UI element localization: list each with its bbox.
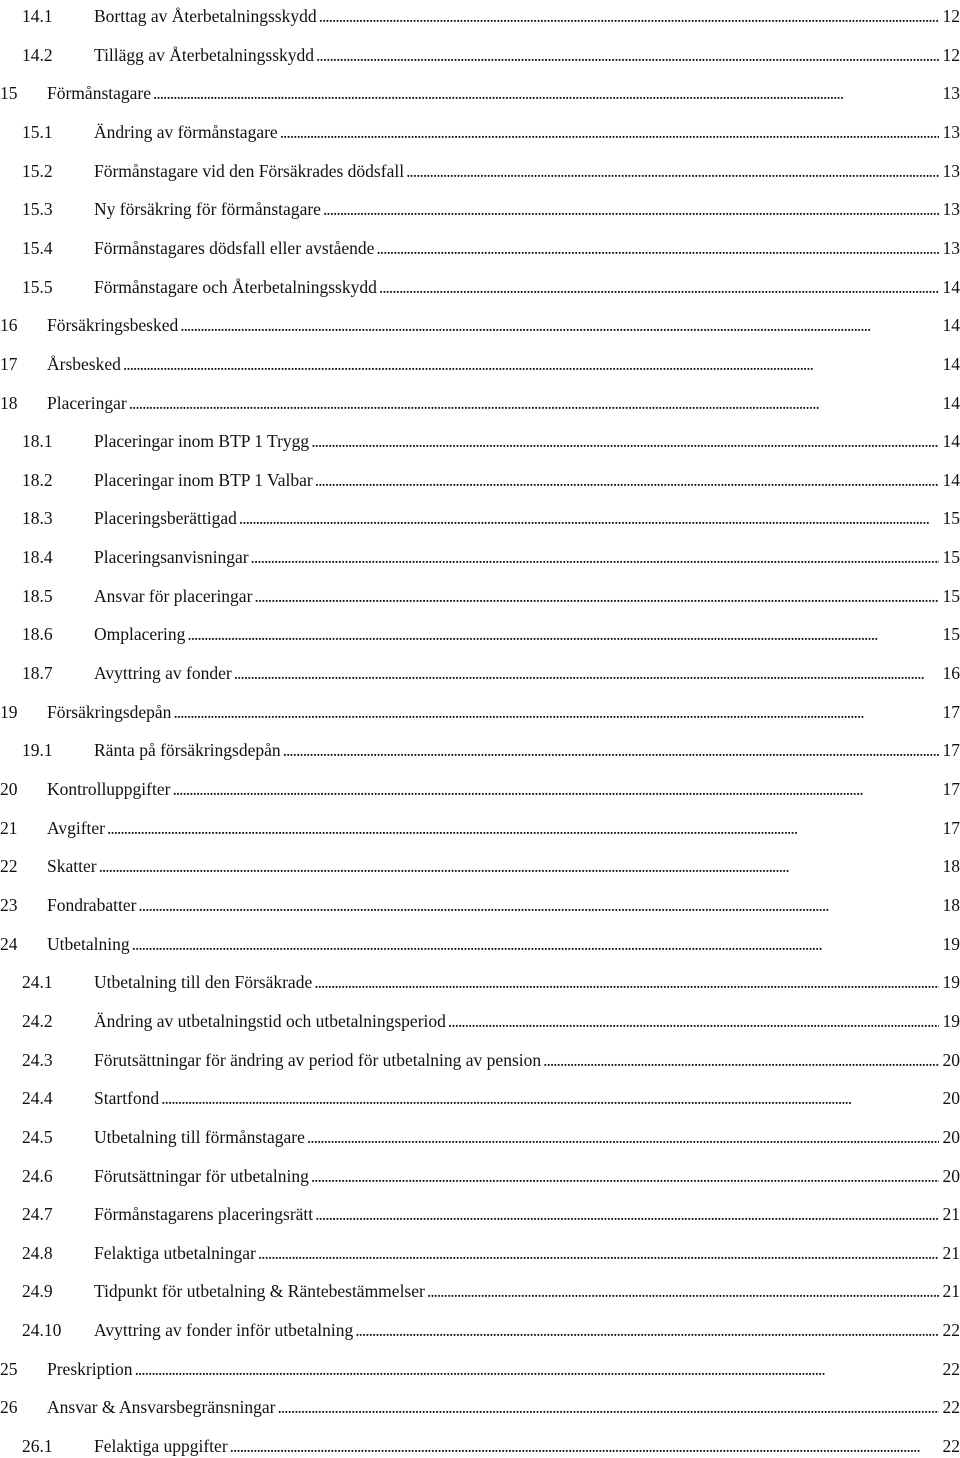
toc-entry-title: Placeringsberättigad [94,506,237,530]
toc-entry-number: 15.4 [22,236,53,260]
dot-leader [427,1279,939,1303]
toc-entry-title: Försäkringsbesked [47,313,178,337]
dot-leader [448,1009,939,1033]
toc-entry-line [94,1125,960,1149]
dot-leader [187,622,938,646]
toc-entry-title: Startfond [94,1086,159,1110]
dot-leader [280,120,939,144]
toc-entry-line [94,1241,960,1265]
toc-entry-page-number: 20 [941,1125,960,1149]
dot-leader [132,932,939,956]
toc-entry[interactable] [0,4,960,28]
toc-entry-line [94,120,960,144]
toc-entry-line [94,1009,960,1033]
toc-entry-page-number: 22 [941,1357,960,1381]
toc-entry-title: Ansvar för placeringar [94,584,252,608]
toc-entry-title: Utbetalning till den Försäkrade [94,970,312,994]
toc-entry-page-number: 22 [941,1318,960,1342]
toc-entry-page-number: 21 [941,1279,960,1303]
dot-leader [251,545,939,569]
toc-entry[interactable] [0,1395,960,1419]
toc-entry[interactable] [0,313,960,337]
toc-entry-page-number: 17 [941,777,960,801]
toc-entry[interactable] [0,391,960,415]
toc-entry-title: Årsbesked [47,352,121,376]
toc-entry-page-number: 21 [941,1202,960,1226]
toc-entry-line [47,313,960,337]
toc-entry-number: 24.3 [22,1048,53,1072]
toc-entry-line [94,1434,960,1458]
toc-entry-title: Skatter [47,854,97,878]
toc-entry[interactable] [0,1318,960,1342]
toc-entry[interactable] [0,1086,960,1110]
toc-entry[interactable] [0,468,960,492]
toc-entry-number: 23 [0,893,18,917]
toc-entry-title: Kontrolluppgifter [47,777,170,801]
toc-entry-page-number: 20 [941,1086,960,1110]
toc-entry[interactable] [0,661,960,685]
toc-entry-line [94,506,960,530]
toc-entry[interactable] [0,854,960,878]
dot-leader [99,854,939,878]
dot-leader [323,197,939,221]
dot-leader [239,506,939,530]
toc-entry-title: Omplacering [94,622,185,646]
toc-entry[interactable] [0,120,960,144]
toc-entry-title: Förutsättningar för ändring av period för utbetalning av pension [94,1048,541,1072]
toc-entry[interactable] [0,738,960,762]
toc-entry-title: Tillägg av Återbetalningsskydd [94,43,314,67]
toc-entry-title: Utbetalning till förmånstagare [94,1125,305,1149]
dot-leader [277,1395,938,1419]
dot-leader [319,4,939,28]
toc-entry-page-number: 21 [941,1241,960,1265]
toc-entry-title: Ny försäkring för förmånstagare [94,197,321,221]
toc-entry-number: 18.5 [22,584,53,608]
toc-entry-line [94,970,960,994]
toc-entry[interactable] [0,932,960,956]
toc-entry-number: 18.3 [22,506,53,530]
toc-entry-title: Avgifter [47,816,105,840]
toc-entry-number: 18.4 [22,545,53,569]
toc-entry-line [94,738,960,762]
toc-entry-page-number: 12 [941,4,960,28]
toc-entry-page-number: 17 [941,738,960,762]
toc-entry-number: 20 [0,777,18,801]
dot-leader [406,159,938,183]
toc-entry-line [94,468,960,492]
toc-entry-title: Ändring av utbetalningstid och utbetalningsperiod [94,1009,446,1033]
toc-entry[interactable] [0,622,960,646]
toc-entry[interactable] [0,545,960,569]
toc-entry-number: 21 [0,816,18,840]
toc-entry-number: 24.8 [22,1241,53,1265]
toc-entry[interactable] [0,81,960,105]
dot-leader [543,1048,938,1072]
toc-entry[interactable] [0,1357,960,1381]
toc-entry[interactable] [0,1434,960,1458]
toc-entry-number: 24.10 [22,1318,61,1342]
toc-entry-number: 26.1 [22,1434,53,1458]
toc-entry-page-number: 20 [941,1048,960,1072]
toc-entry[interactable] [0,43,960,67]
toc-entry-number: 18.2 [22,468,53,492]
toc-entry-number: 22 [0,854,18,878]
toc-entry-line [94,1164,960,1188]
dot-leader [138,893,938,917]
dot-leader [311,429,938,453]
dot-leader [258,1241,939,1265]
toc-entry-line [94,197,960,221]
toc-entry[interactable] [0,893,960,917]
toc-entry[interactable] [0,1279,960,1303]
toc-entry-line [94,275,960,299]
toc-entry-title: Utbetalning [47,932,130,956]
toc-entry-line [94,1279,960,1303]
toc-entry-number: 15 [0,81,18,105]
toc-entry-page-number: 14 [941,275,960,299]
toc-entry[interactable] [0,352,960,376]
toc-entry[interactable] [0,1009,960,1033]
toc-entry-number: 24.9 [22,1279,53,1303]
toc-entry-title: Försäkringsdepån [47,700,171,724]
toc-entry-page-number: 13 [941,236,960,260]
toc-entry-line [94,43,960,67]
toc-entry-page-number: 19 [941,932,960,956]
dot-leader [234,661,939,685]
toc-entry-number: 19.1 [22,738,53,762]
dot-leader [379,275,939,299]
toc-entry-number: 18.1 [22,429,53,453]
toc-entry[interactable] [0,816,960,840]
toc-entry-number: 24.1 [22,970,53,994]
toc-entry-page-number: 18 [941,893,960,917]
toc-entry-title: Ränta på försäkringsdepån [94,738,281,762]
toc-entry-page-number: 15 [941,506,960,530]
toc-entry-number: 26 [0,1395,18,1419]
dot-leader [161,1086,938,1110]
toc-entry-page-number: 17 [941,816,960,840]
dot-leader [283,738,939,762]
dot-leader [315,468,939,492]
toc-entry[interactable] [0,584,960,608]
toc-entry-line [94,429,960,453]
toc-entry-line [47,932,960,956]
toc-entry-line [94,236,960,260]
toc-entry-line [94,661,960,685]
toc-entry-line [94,545,960,569]
toc-entry-page-number: 13 [941,197,960,221]
toc-entry[interactable] [0,1202,960,1226]
toc-entry-page-number: 14 [941,429,960,453]
toc-entry-page-number: 15 [941,545,960,569]
toc-entry-line [94,1318,960,1342]
toc-entry-title: Förmånstagare och Återbetalningsskydd [94,275,377,299]
toc-entry-title: Ändring av förmånstagare [94,120,278,144]
toc-entry-line [47,391,960,415]
dot-leader [254,584,938,608]
toc-entry[interactable] [0,777,960,801]
toc-entry-page-number: 12 [941,43,960,67]
toc-entry-line [47,352,960,376]
toc-entry[interactable] [0,1048,960,1072]
toc-entry-number: 24.5 [22,1125,53,1149]
toc-entry-number: 15.3 [22,197,53,221]
toc-entry-line [47,893,960,917]
toc-entry-title: Felaktiga utbetalningar [94,1241,256,1265]
toc-entry-page-number: 13 [941,81,960,105]
toc-entry-title: Avyttring av fonder inför utbetalning [94,1318,353,1342]
toc-entry[interactable] [0,970,960,994]
toc-entry-number: 18 [0,391,18,415]
toc-entry-title: Förmånstagarens placeringsrätt [94,1202,313,1226]
toc-entry-title: Förmånstagares dödsfall eller avstående [94,236,374,260]
toc-entry-page-number: 19 [941,970,960,994]
toc-entry-number: 24.2 [22,1009,53,1033]
toc-entry-line [94,4,960,28]
toc-entry-title: Förutsättningar för utbetalning [94,1164,309,1188]
dot-leader [135,1357,939,1381]
dot-leader [316,43,938,67]
dot-leader [153,81,939,105]
toc-entry-line [94,1086,960,1110]
toc-entry-number: 16 [0,313,18,337]
toc-entry-page-number: 16 [941,661,960,685]
toc-entry-title: Fondrabatter [47,893,136,917]
toc-entry-title: Tidpunkt för utbetalning & Räntebestämmelser [94,1279,425,1303]
dot-leader [376,236,938,260]
toc-entry[interactable] [0,197,960,221]
toc-entry-page-number: 15 [941,622,960,646]
toc-entry[interactable] [0,159,960,183]
toc-entry-number: 24.4 [22,1086,53,1110]
toc-entry-title: Borttag av Återbetalningsskydd [94,4,317,28]
toc-entry-line [94,1202,960,1226]
dot-leader [129,391,939,415]
toc-entry-page-number: 14 [941,468,960,492]
toc-entry-line [47,81,960,105]
toc-entry-title: Placeringar [47,391,127,415]
toc-entry[interactable] [0,506,960,530]
toc-entry-title: Preskription [47,1357,133,1381]
toc-entry-line [94,159,960,183]
toc-entry-title: Avyttring av fonder [94,661,232,685]
dot-leader [107,816,939,840]
toc-entry-title: Placeringar inom BTP 1 Trygg [94,429,309,453]
toc-entry-title: Ansvar & Ansvarsbegränsningar [47,1395,275,1419]
toc-entry-line [47,700,960,724]
toc-entry-line [47,777,960,801]
toc-entry-number: 17 [0,352,18,376]
dot-leader [311,1164,939,1188]
toc-entry-line [94,584,960,608]
dot-leader [123,352,939,376]
toc-entry[interactable] [0,275,960,299]
toc-entry-page-number: 20 [941,1164,960,1188]
toc-entry-line [47,1395,960,1419]
dot-leader [172,777,938,801]
toc-entry[interactable] [0,1241,960,1265]
toc-entry[interactable] [0,1164,960,1188]
dot-leader [314,970,938,994]
toc-entry[interactable] [0,429,960,453]
toc-entry-line [47,1357,960,1381]
toc-entry-number: 15.1 [22,120,53,144]
toc-entry-page-number: 13 [941,120,960,144]
toc-entry-title: Förmånstagare vid den Försäkrades dödsfall [94,159,404,183]
toc-entry[interactable] [0,700,960,724]
toc-entry-title: Felaktiga uppgifter [94,1434,228,1458]
toc-entry-page-number: 15 [941,584,960,608]
dot-leader [230,1434,939,1458]
toc-entry-page-number: 13 [941,159,960,183]
toc-entry-page-number: 14 [941,313,960,337]
toc-entry-page-number: 22 [941,1434,960,1458]
dot-leader [173,700,938,724]
toc-entry-number: 14.2 [22,43,53,67]
toc-entry-line [94,1048,960,1072]
toc-entry-number: 24 [0,932,18,956]
toc-entry[interactable] [0,236,960,260]
toc-entry-line [94,622,960,646]
toc-entry-page-number: 17 [941,700,960,724]
toc-entry-line [47,854,960,878]
toc-entry-number: 24.6 [22,1164,53,1188]
toc-entry-number: 15.2 [22,159,53,183]
dot-leader [180,313,938,337]
toc-entry-number: 19 [0,700,18,724]
toc-entry-page-number: 14 [941,352,960,376]
toc-entry-line [47,816,960,840]
toc-entry-number: 18.6 [22,622,53,646]
toc-entry-page-number: 18 [941,854,960,878]
toc-entry-number: 25 [0,1357,18,1381]
dot-leader [355,1318,938,1342]
toc-entry-number: 14.1 [22,4,53,28]
toc-entry-number: 24.7 [22,1202,53,1226]
toc-entry-page-number: 14 [941,391,960,415]
toc-entry-number: 18.7 [22,661,53,685]
dot-leader [307,1125,939,1149]
toc-entry[interactable] [0,1125,960,1149]
toc-entry-page-number: 19 [941,1009,960,1033]
toc-entry-page-number: 22 [941,1395,960,1419]
toc-entry-title: Placeringar inom BTP 1 Valbar [94,468,313,492]
toc-entry-title: Förmånstagare [47,81,151,105]
toc-entry-title: Placeringsanvisningar [94,545,249,569]
dot-leader [315,1202,938,1226]
toc-entry-number: 15.5 [22,275,53,299]
